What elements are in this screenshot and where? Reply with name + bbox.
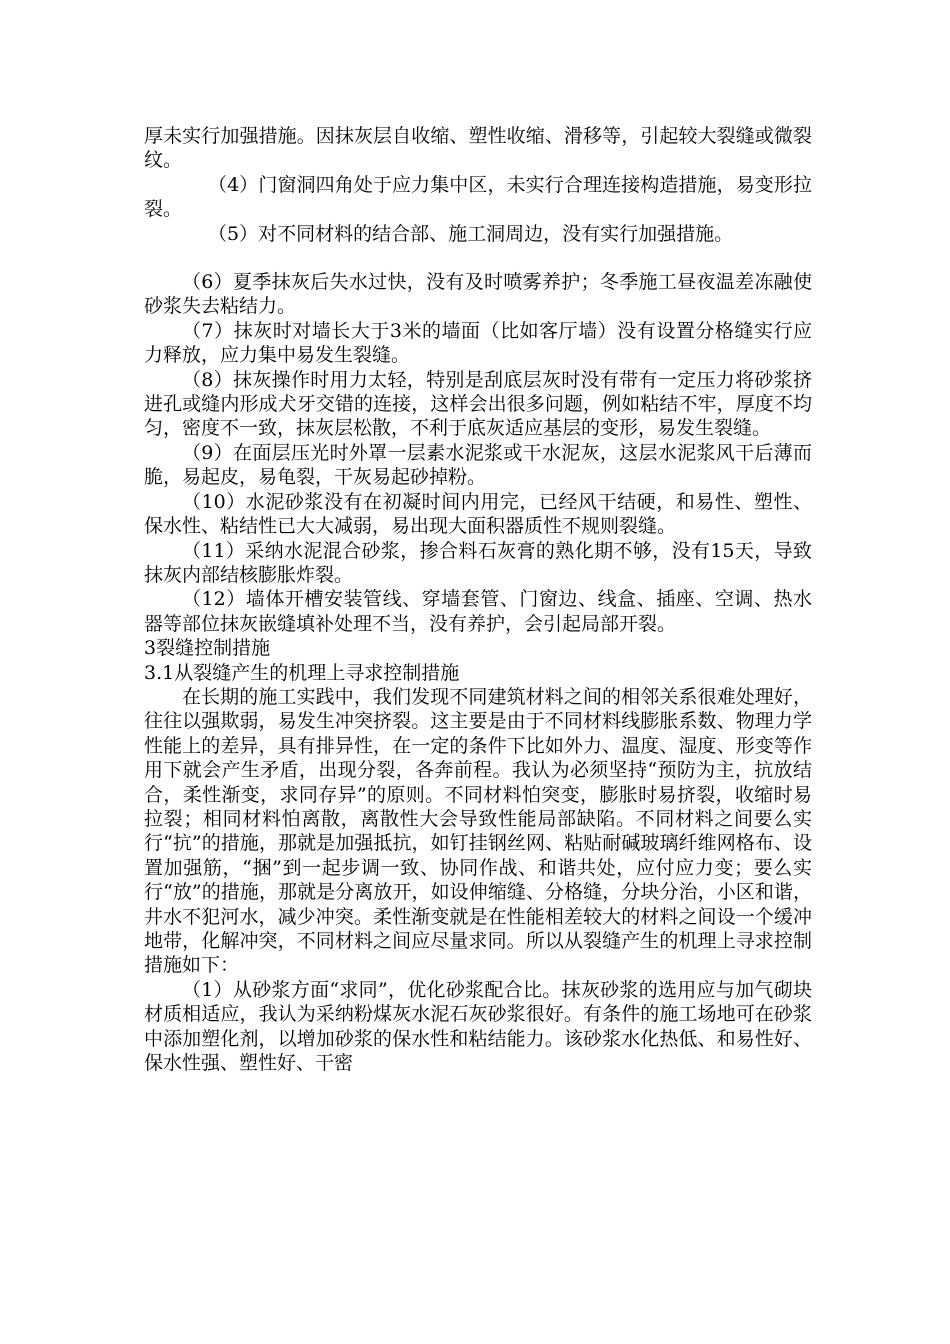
- section-heading: 3裂缝控制措施: [144, 637, 271, 660]
- paragraph-item-10: （10）水泥砂浆没有在初凝时间内用完，已经风干结硬，和易性、塑性、保水性、粘结性已大大减弱，易出现大面积器质性不规则裂缝。: [144, 490, 812, 538]
- subsection-heading: 3.1从裂缝产生的机理上寻求控制措施: [144, 661, 460, 684]
- blank-line: [144, 246, 812, 270]
- paragraph-item-11: （11）采纳水泥混合砂浆，掺合料石灰膏的熟化期不够，没有15天，导致抹灰内部结核膨胀炸裂。: [144, 539, 812, 586]
- paragraph-continuation: 厚未实行加强措施。因抹灰层自收缩、塑性收缩、滑移等，引起较大裂缝或微裂纹。: [144, 125, 812, 172]
- paragraph-item-6: （6）夏季抹灰后失水过快，没有及时喷雾养护；冬季施工昼夜温差冻融使砂浆失去粘结力。: [144, 271, 812, 318]
- paragraph-item-12: （12）墙体开槽安装管线、穿墙套管、门窗边、线盒、插座、空调、热水器等部位抹灰嵌缝填补处理不当，没有养护，会引起局部开裂。: [144, 588, 812, 635]
- paragraph-item-9: （9）在面层压光时外罩一层素水泥浆或干水泥灰，这层水泥浆风干后薄而脆，易起皮，易龟裂，干灰易起砂掉粉。: [144, 441, 812, 489]
- paragraph-item-7: （7）抹灰时对墙长大于3米的墙面（比如客厅墙）没有设置分格缝实行应力释放，应力集中易发生裂缝。: [144, 319, 812, 367]
- body-paragraph: 在长期的施工实践中，我们发现不同建筑材料之间的相邻关系很难处理好，往往以强欺弱，易发生冲突挤裂。这主要是由于不同材料线膨胀系数、物理力学性能上的差异，具有排异性，在一定的条件下比如外力、温度、湿度、形变等作用下就会产生矛盾，出现分裂，各奔前程。我认为必须坚持“预防为主，抗放结合，柔性渐变，求同存异”的原则。不同材料怕突变，膨胀时易挤裂，收缩时易拉裂；相同材料怕离散，离散性大会导致性能局部缺陷。不同材料之间要么实行“抗”的措施，那就是加强抵抗，如钉挂钢丝网、粘贴耐碱玻璃纤维网格布、设置加强筋，“捆”到一起步调一致、协同作战、和谐共处，应付应力变；要么实行“放”的措施，那就是分离放开，如设伸缩缝、分格缝，分块分治，小区和谐，井水不犯河水，减少冲突。柔性渐变就是在性能相差较大的材料之间设一个缓冲地带，化解冲突，不同材料之间应尽量求同。所以从裂缝产生的机理上寻求控制措施如下：: [144, 685, 812, 977]
- paragraph-item-8: （8）抹灰操作时用力太轻，特别是刮底层灰时没有带有一定压力将砂浆挤进孔或缝内形成犬牙交错的连接，这样会出很多问题，例如粘结不牢，厚度不均匀，密度不一致，抹灰层松散，不利于底灰适应基层的变形，易发生裂缝。: [144, 368, 812, 440]
- paragraph-item-4: （4）门窗洞四角处于应力集中区，未实行合理连接构造措施，易变形拉裂。: [144, 173, 812, 221]
- paragraph-item-5: （5）对不同材料的结合部、施工洞周边，没有实行加强措施。: [208, 222, 734, 245]
- document-body: [144, 124, 812, 1075]
- paragraph-measure-1: （1）从砂浆方面“求同”，优化砂浆配合比。抹灰砂浆的选用应与加气砌块材质相适应，我认为采纳粉煤灰水泥石灰砂浆很好。有条件的施工场地可在砂浆中添加塑化剂，以增加砂浆的保水性和粘结能力。该砂浆水化热低、和易性好、保水性强、塑性好、干密: [144, 978, 812, 1075]
